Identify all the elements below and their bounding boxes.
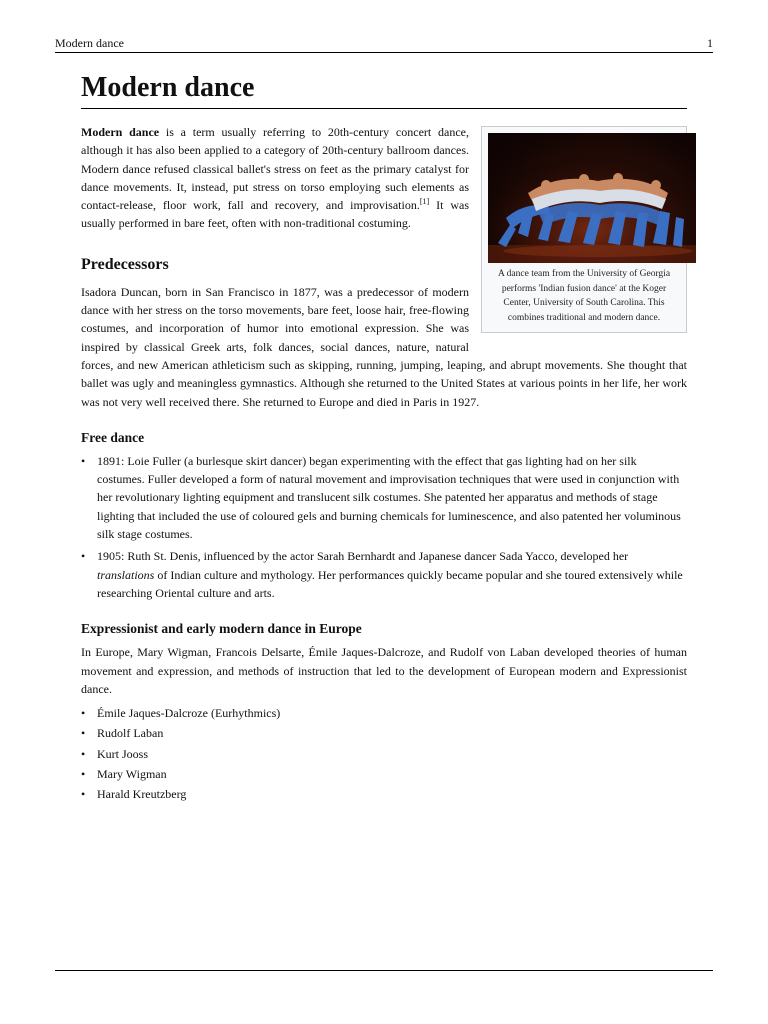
list-item-emphasis: translations bbox=[97, 567, 155, 582]
predecessors-paragraph: Isadora Duncan, born in San Francisco in 1877, was a predecessor of modern dance with her stress on the torso movements, bare feet, loose hair, free-flowing costumes, and incorporation of humor into emotional expression. She was inspired by classical Greek arts, folk dances, social dances, nature, natural forces, and new American athleticism such as skipping, running, jumping, leaping, and abrupt movements. She thought that ballet was ugly and meaningless gymnastics. Although she returned to the United States at various points in her life, her work was not very well received there. She returned to Europe and died in Paris in 1927. bbox=[81, 284, 687, 409]
list-item: • Émile Jaques-Dalcroze (Eurhythmics) bbox=[97, 704, 687, 722]
figure-caption: A dance team from the University of Georgia performs 'Indian fusion dance' at the Koger Center, University of South Carolina. This combines traditional and modern dance. bbox=[497, 269, 671, 324]
list-item-text-continued: of Indian culture and mythology. Her performances quickly became popular and she toured extensively while researching Oriental culture and arts. bbox=[97, 567, 683, 600]
intro-text: is a term usually referring to 20th-century concert dance, although it has also been applied to a category of 20th-century ballroom dances. Modern dance refused classical ballet's stress on feet as the primary catalyst for dance movements. It, instead, put stress on torso employing such elements as contact-release, floor work, fall and recovery, and improvisation. bbox=[81, 125, 470, 213]
expressionist-list bbox=[81, 704, 687, 803]
dance-photo-illustration bbox=[488, 133, 696, 263]
section-heading-free-dance: Free dance bbox=[81, 429, 145, 445]
article-body bbox=[81, 123, 687, 806]
list-item: • Kurt Jooss bbox=[97, 745, 687, 763]
section-heading-expressionist: Expressionist and early modern dance in Europe bbox=[81, 621, 362, 637]
page-number: 1 bbox=[707, 36, 713, 50]
running-header bbox=[55, 36, 713, 53]
list-item-text: 1905: Ruth St. Denis, influenced by the actor Sarah Bernhardt and Japanese dancer Sada Yacco, developed her bbox=[97, 549, 629, 564]
dance-photo bbox=[488, 133, 696, 263]
list-item: • Rudolf Laban bbox=[97, 724, 687, 742]
section-heading-predecessors: Predecessors bbox=[81, 255, 169, 273]
citation-link[interactable]: [1] bbox=[419, 197, 430, 207]
running-header-title: Modern dance bbox=[55, 36, 124, 50]
intro-text-continued: It was usually performed in bare feet, often with non-traditional costuming. bbox=[81, 198, 469, 231]
figure bbox=[481, 126, 687, 333]
footer-rule bbox=[55, 970, 713, 971]
intro-bold-term: Modern dance bbox=[81, 125, 160, 139]
expressionist-paragraph: In Europe, Mary Wigman, Francois Delsarte, Émile Jaques-Dalcroze, and Rudolf von Laban developed theories of human movement and expression, and methods of instruction that led to the development of European modern and Expressionist dance. bbox=[81, 645, 687, 696]
list-item bbox=[97, 547, 687, 602]
page-title: Modern dance bbox=[81, 70, 687, 109]
free-dance-list bbox=[81, 452, 687, 602]
list-item: • 1891: Loie Fuller (a burlesque skirt dancer) began experimenting with the effect that gas lighting had on her silk costumes. Fuller developed a form of natural movement and improvisation techniques that were used in conjunction with her revolutionary lighting equipment and translucent silk costumes. She patented her apparatus and methods of stage lighting that included the use of coloured gels and burning chemicals for luminescence, and also patented her voluminous silk stage costumes. bbox=[97, 452, 687, 543]
list-item: • Mary Wigman bbox=[97, 765, 687, 783]
list-item: • Harald Kreutzberg bbox=[97, 785, 687, 803]
